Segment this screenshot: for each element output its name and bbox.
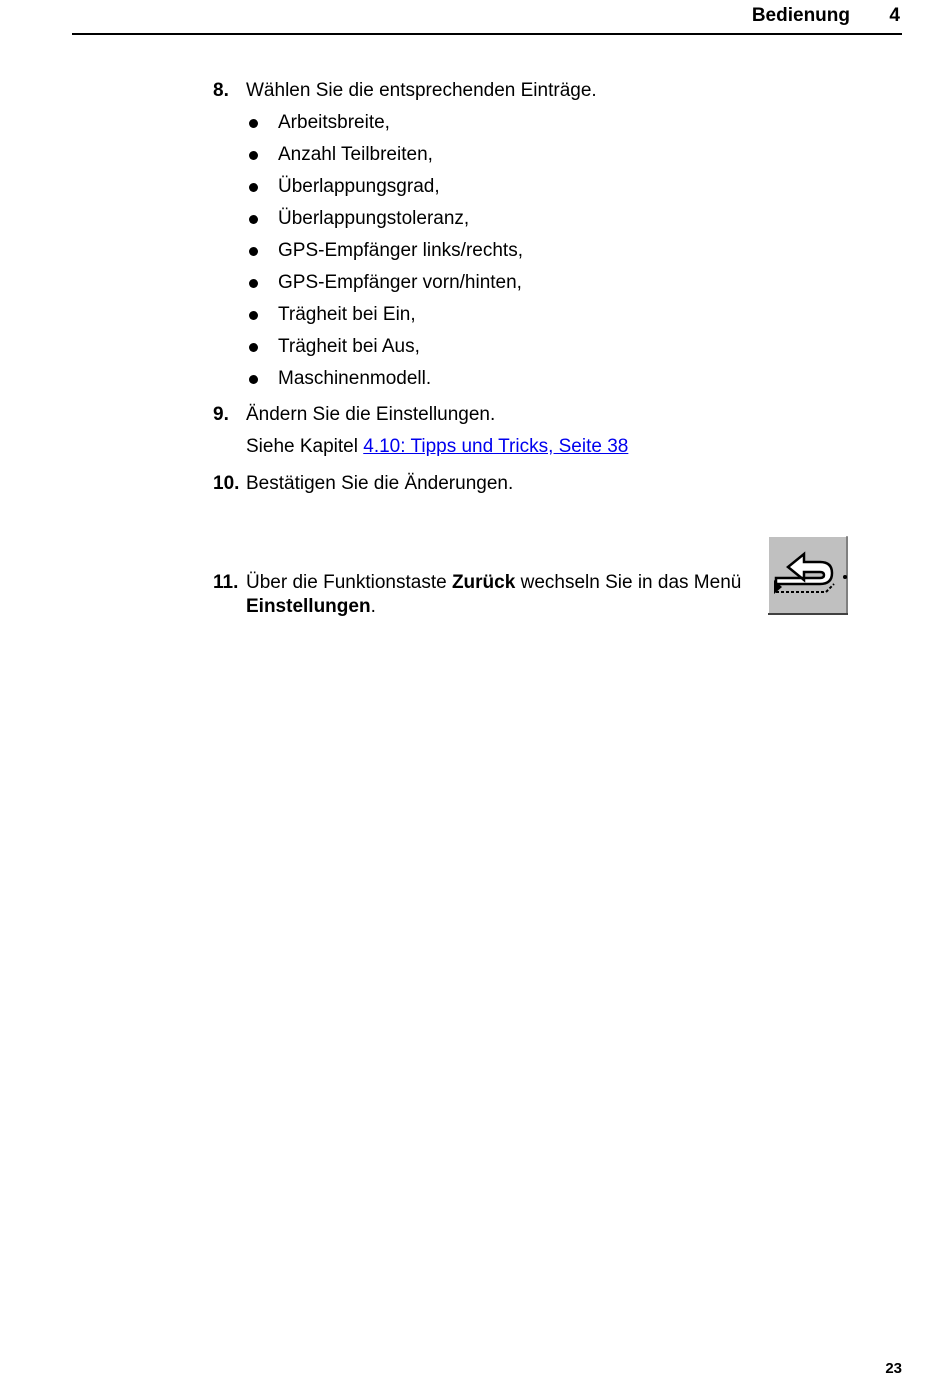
list-item — [246, 111, 523, 143]
list-item — [246, 143, 523, 175]
step-8-text: Wählen Sie die entsprechenden Einträge. — [246, 80, 597, 101]
bullet-icon — [249, 311, 258, 320]
header-chapter-number: 4 — [889, 5, 900, 26]
step-9-number: 9. — [213, 404, 229, 425]
step-11-text — [246, 571, 746, 619]
return-arrow-icon — [768, 536, 848, 615]
step-11-number: 11. — [213, 572, 239, 593]
cross-reference — [246, 435, 628, 459]
list-item — [246, 175, 523, 207]
list-item-label: Anzahl Teilbreiten, — [278, 144, 433, 165]
list-item — [246, 239, 523, 271]
back-function-key[interactable] — [768, 536, 848, 615]
list-item-label: GPS-Empfänger vorn/hinten, — [278, 272, 522, 293]
bullet-icon — [249, 247, 258, 256]
step-11-text-b: wechseln Sie in das Menü — [515, 572, 742, 593]
bullet-icon — [249, 183, 258, 192]
menu-name-settings: Einstellungen — [246, 596, 371, 617]
list-item-label: Trägheit bei Ein, — [278, 304, 416, 325]
header-title: Bedienung — [751, 5, 850, 26]
list-item-label: GPS-Empfänger links/rechts, — [278, 240, 523, 261]
step-8-number: 8. — [213, 80, 229, 101]
step-10-number: 10. — [213, 473, 240, 494]
list-item-label: Arbeitsbreite, — [278, 112, 390, 133]
list-item — [246, 367, 523, 399]
list-item-label: Überlappungsgrad, — [278, 176, 440, 197]
list-item — [246, 335, 523, 367]
cross-reference-prefix: Siehe Kapitel — [246, 436, 364, 457]
list-item — [246, 303, 523, 335]
chapter-link[interactable]: 4.10: Tipps und Tricks, Seite 38 — [363, 436, 629, 457]
bullet-icon — [249, 119, 258, 128]
list-item — [246, 207, 523, 239]
bullet-icon — [249, 215, 258, 224]
list-item — [246, 271, 523, 303]
bullet-icon — [249, 279, 258, 288]
header-divider — [72, 33, 902, 35]
page-number: 23 — [885, 1360, 902, 1377]
step-11-text-a: Über die Funktionstaste — [246, 572, 452, 593]
step-9-text: Ändern Sie die Einstellungen. — [246, 404, 496, 425]
bullet-icon — [249, 151, 258, 160]
list-item-label: Überlappungstoleranz, — [278, 208, 470, 229]
settings-entries-list — [246, 111, 523, 399]
list-item-label: Trägheit bei Aus, — [278, 336, 420, 357]
bullet-icon — [249, 375, 258, 384]
step-10-text: Bestätigen Sie die Änderungen. — [246, 473, 514, 494]
bullet-icon — [249, 343, 258, 352]
key-name-back: Zurück — [451, 572, 516, 593]
list-item-label: Maschinenmodell. — [278, 368, 432, 389]
step-11-text-c: . — [370, 596, 376, 617]
